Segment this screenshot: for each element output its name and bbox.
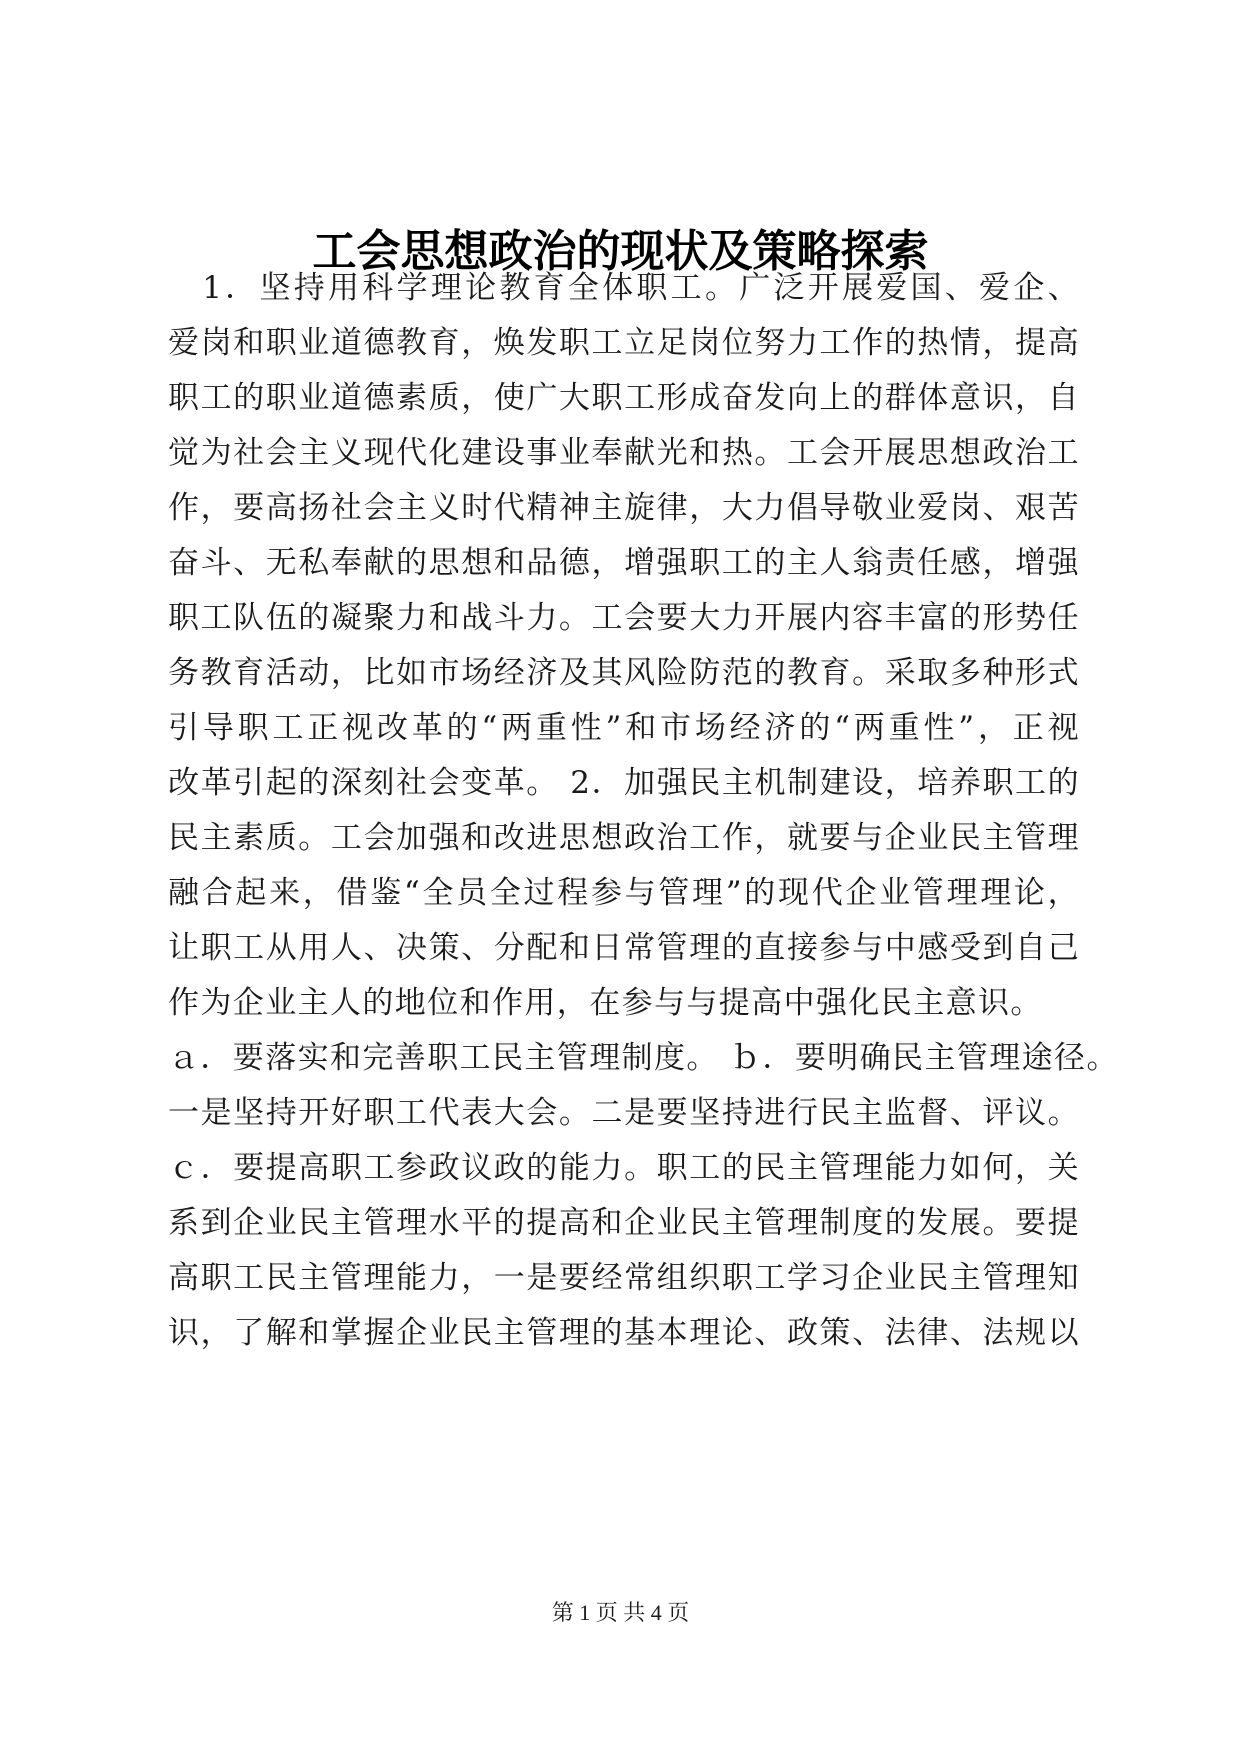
body-line: 识，了解和掌握企业民主管理的基本理论、政策、法律、法规以: [168, 1315, 1080, 1351]
body-line: 职工的职业道德素质，使广大职工形成奋发向上的群体意识，自: [168, 380, 1080, 416]
body-line: 作为企业主人的地位和作用，在参与与提高中强化民主意识。: [168, 985, 1043, 1021]
document-title: 工会思想政治的现状及策略探索: [312, 226, 929, 277]
body-line: 引导职工正视改革的“两重性”和市场经济的“两重性”，正视: [168, 710, 1080, 746]
body-line: 融合起来，借鉴“全员全过程参与管理”的现代企业管理理论，: [168, 875, 1080, 911]
body-line: 高职工民主管理能力，一是要经常组织职工学习企业民主管理知: [168, 1260, 1080, 1296]
body-line: 觉为社会主义现代化建设事业奉献光和热。工会开展思想政治工: [168, 435, 1080, 471]
body-line: 爱岗和职业道德教育，焕发职工立足岗位努力工作的热情，提高: [168, 325, 1080, 361]
body-line: 作，要高扬社会主义时代精神主旋律，大力倡导敬业爱岗、艰苦: [168, 490, 1080, 526]
page-number: 第 1 页 共 4 页: [551, 1600, 690, 1625]
body-line: 职工队伍的凝聚力和战斗力。工会要大力开展内容丰富的形势任: [168, 600, 1080, 636]
body-line: ｃ．要提高职工参政议政的能力。职工的民主管理能力如何，关: [168, 1150, 1080, 1186]
body-line: 一是坚持开好职工代表大会。二是要坚持进行民主监督、评议。: [168, 1095, 1080, 1131]
body-line: 系到企业民主管理水平的提高和企业民主管理制度的发展。要提: [168, 1205, 1080, 1241]
body-line: 让职工从用人、决策、分配和日常管理的直接参与中感受到自己: [168, 930, 1080, 966]
body-line: 务教育活动，比如市场经济及其风险防范的教育。采取多种形式: [168, 655, 1080, 691]
body-line: ａ．要落实和完善职工民主管理制度。 ｂ．要明确民主管理途径。: [168, 1040, 1119, 1076]
body-line: 1．坚持用科学理论教育全体职工。广泛开展爱国、爱企、: [168, 270, 1080, 306]
body-line: 民主素质。工会加强和改进思想政治工作，就要与企业民主管理: [168, 820, 1080, 856]
body-line: 改革引起的深刻社会变革。 2．加强民主机制建设，培养职工的: [168, 765, 1080, 801]
body-line: 奋斗、无私奉献的思想和品德，增强职工的主人翁责任感，增强: [168, 545, 1080, 581]
